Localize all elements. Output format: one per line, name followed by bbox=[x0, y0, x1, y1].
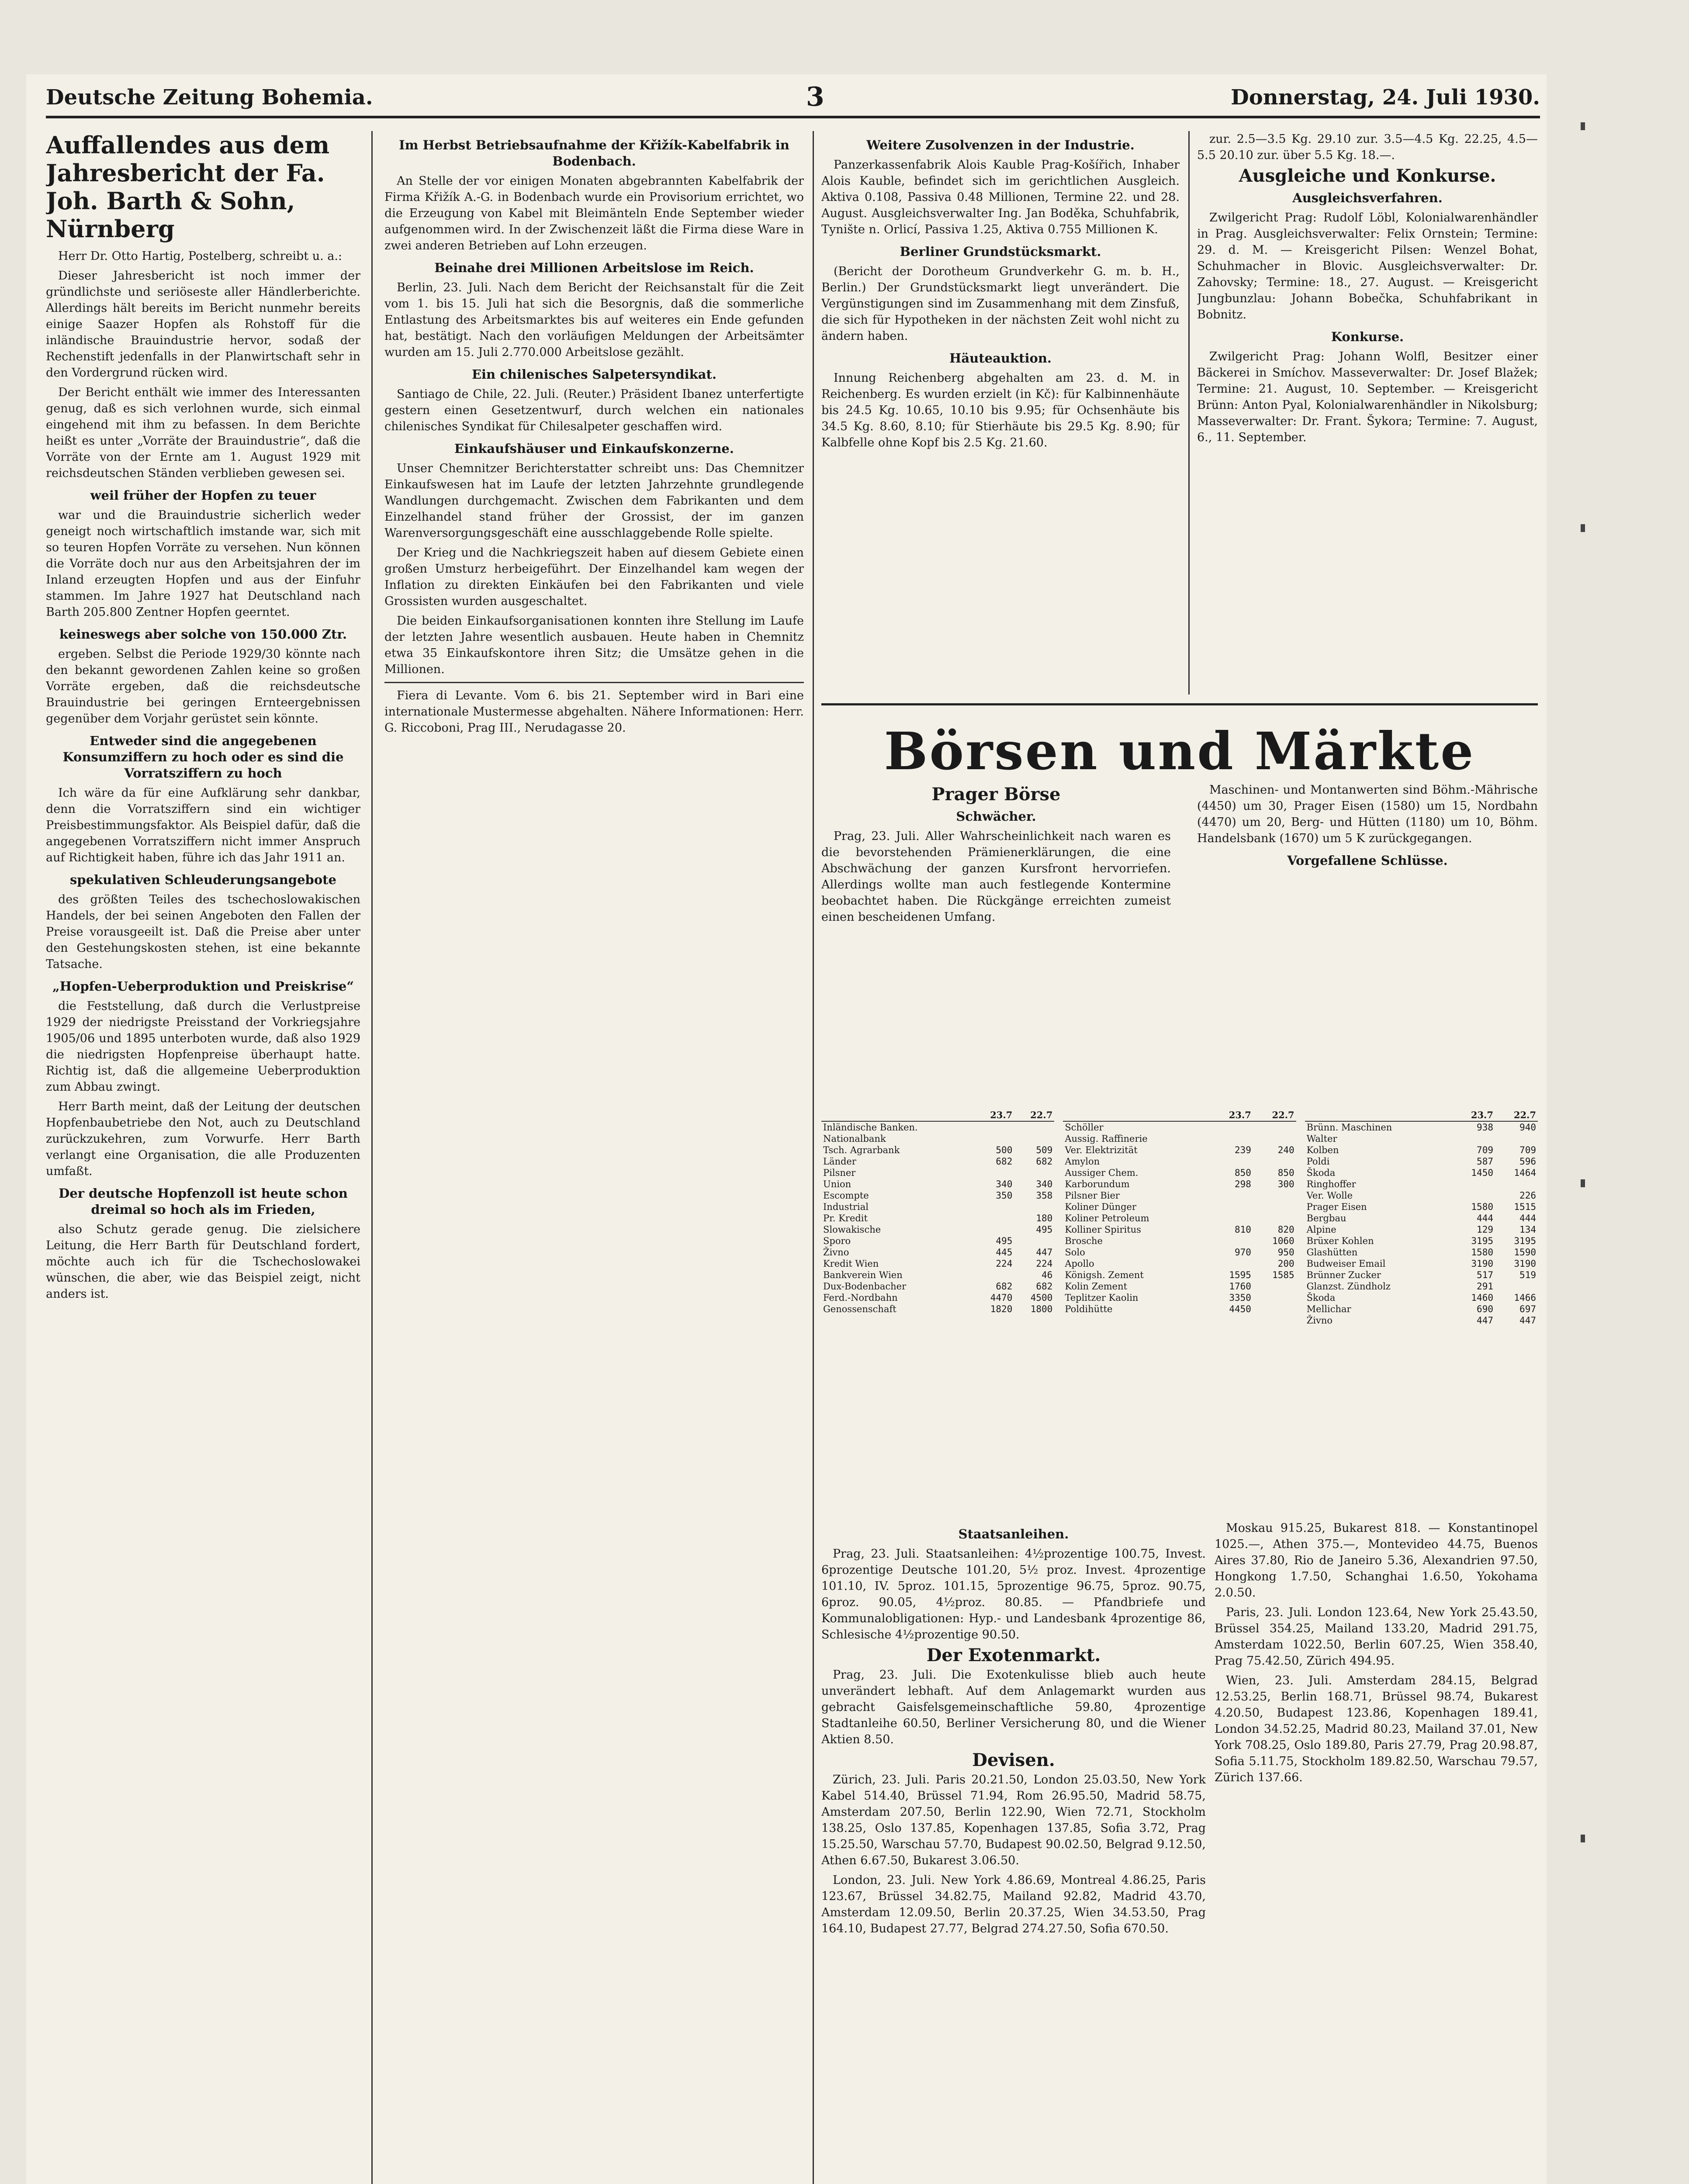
quote-value: 3195 bbox=[1471, 1236, 1493, 1246]
quote-value bbox=[1014, 1201, 1054, 1213]
quote-value: 810 bbox=[1234, 1224, 1251, 1235]
column-rule bbox=[371, 131, 373, 2184]
security-name: Pr. Kredit bbox=[823, 1213, 868, 1223]
security-name: Teplitzer Kaolin bbox=[1065, 1292, 1139, 1303]
subheading: Vorgefallene Schlüsse. bbox=[1287, 853, 1448, 868]
quote-value bbox=[1210, 1121, 1253, 1133]
security-name: Genossenschaft bbox=[823, 1304, 896, 1314]
quote-value bbox=[1253, 1156, 1296, 1167]
quote-value: 519 bbox=[1519, 1270, 1536, 1280]
paragraph: Panzerkassenfabrik Alois Kauble Prag-Košířich, Inhaber Alois Kauble, befindet sich im gerichtlichen Ausgleich. Aktiva 0.108, Passiva 0.48 Millionen, Termine 22. und 28. August. Ausgleichsverwalter Ing. Jan Boděka, Schuhfabrik, Tynište n. Orlicí, Passiva 1.25, Aktiva 0.755 Millionen K. bbox=[821, 158, 1180, 236]
paragraph: Prag, 23. Juli. Staatsanleihen: 4½prozentige 100.75, Invest. 6prozentige Deutsche 101.20, 5½ proz. Invest. 4prozentige 101.10, IV. 5proz. 101.15, 5prozentige 96.75, 5proz. 90.75, 6proz. 90.05, 4½proz. 80.85. — Pfandbriefe und Kommunalobligationen: Hyp.- und Landesbank 4prozentige 86, Schlesische 4½prozentige 90.50. bbox=[821, 1547, 1206, 1641]
security-name: Nationalbank bbox=[823, 1133, 886, 1144]
security-name: Brosche bbox=[1065, 1236, 1103, 1246]
security-name: Bergbau bbox=[1306, 1213, 1346, 1223]
table-row bbox=[821, 1133, 1054, 1144]
quote-value: 1800 bbox=[1030, 1304, 1053, 1314]
quote-value: 495 bbox=[1036, 1224, 1053, 1235]
byline: Herr Dr. Otto Hartig, Postelberg, schreibt u. a.: bbox=[58, 249, 343, 263]
table-row bbox=[821, 1292, 1054, 1303]
quote-value: 224 bbox=[1036, 1258, 1053, 1269]
table-row bbox=[1305, 1190, 1538, 1201]
paragraph: Moskau 915.25, Bukarest 818. — Konstantinopel 1025.—, Athen 375.—, Montevideo 44.75, Buenos Aires 37.80, Rio de Janeiro 5.36, Alexandrien 97.50, Hongkong 1.7.50, Schanghai 1.6.50, Yokohama 2.0.50. bbox=[1215, 1521, 1538, 1600]
quote-value: 1450 bbox=[1471, 1168, 1493, 1178]
section-title: Ausgleiche und Konkurse. bbox=[1239, 166, 1496, 186]
table-row bbox=[821, 1269, 1054, 1281]
quote-value bbox=[974, 1121, 1014, 1133]
paragraph: Herr Barth meint, daß der Leitung der deutschen Hopfenbaubetriebe den Not, auch zu Deutschland zurückzukehren, zum Vorwurfe. Herr Barth verlangt eine Organisation, die alle Produzenten umfaßt. bbox=[46, 1100, 360, 1178]
issue-date: Donnerstag, 24. Juli 1930. bbox=[1231, 85, 1540, 110]
paragraph: Zwilgericht Prag: Johann Wolfl, Besitzer einer Bäckerei in Smíchov. Masseverwalter: Dr. Josef Blažek; Termine: 21. August, 10. September. — Kreisgericht Brünn: Anton Pyal, Kolonialwarenhändler in Nikolsburg; Masseverwalter: Dr. Frant. Šykora; Termine: 7. August, 6., 11. September. bbox=[1197, 350, 1538, 444]
quote-value bbox=[1210, 1201, 1253, 1213]
quote-value: 517 bbox=[1477, 1270, 1493, 1280]
security-name: Königsh. Zement bbox=[1065, 1270, 1144, 1280]
table-row bbox=[1063, 1235, 1296, 1247]
quote-value: 1515 bbox=[1514, 1202, 1536, 1212]
subheading: Einkaufshäuser und Einkaufskonzerne. bbox=[454, 441, 734, 456]
subheading: „Hopfen-Ueberproduktion und Preiskrise“ bbox=[52, 979, 354, 994]
paragraph: (Bericht der Dorotheum Grundverkehr G. m. b. H., Berlin.) Der Grundstücksmarkt liegt unverändert. Die Vergünstigungen sind im Zusammenhang mit dem Zinsfuß, die sich für Hypotheken in der nächsten Zeit wohl nicht zu ändern haben. bbox=[821, 265, 1180, 343]
paragraph: war und die Brauindustrie sicherlich weder geneigt noch wirtschaftlich imstande war, sich mit so teuren Hopfen Vorräte zu versehen. Nun können die Vorräte doch nur aus den Arbeitsjahren der im Inland erzeugten Hopfen und aus der Einfuhr stammen. Im Jahre 1927 hat Deutschland nach Barth 205.800 Zentner Hopfen geerntet. bbox=[46, 508, 360, 619]
paragraph: An Stelle der vor einigen Monaten abgebrannten Kabelfabrik der Firma Křižík A.-G. in Bodenbach wurde ein Provisorium errichtet, wo die Erzeugung von Kabel mit Bleimänteln Ende September wieder aufgenommen wird. In der Zwischenzeit läßt die Firma diese Ware in zwei anderen Betrieben auf Lohn erzeugen. bbox=[384, 174, 804, 252]
quote-value bbox=[1210, 1258, 1253, 1269]
section-title: Der Exotenmarkt. bbox=[926, 1645, 1101, 1666]
security-name: Brüxer Kohlen bbox=[1306, 1236, 1374, 1246]
security-name: Union bbox=[823, 1179, 851, 1189]
paragraph: Fiera di Levante. Vom 6. bis 21. September wird in Bari eine internationale Mustermesse abgehalten. Nähere Informationen: Herr. G. Riccoboni, Prag III., Nerudagasse 20. bbox=[384, 689, 804, 735]
table-row bbox=[1305, 1235, 1538, 1247]
table-row bbox=[1063, 1133, 1296, 1144]
quote-value bbox=[1495, 1178, 1538, 1190]
paragraph: Unser Chemnitzer Berichterstatter schreibt uns: Das Chemnitzer Einkaufswesen hat im Laufe der letzten Jahrzehnte grundlegende Wandlungen durchgemacht. Zwischen dem Fabrikanten und dem Einzelhandel stand früher der Grossist, der im ganzen Warenversorgungsgeschäft eine ausschlaggebende Rolle spielte. bbox=[384, 462, 804, 540]
subheading: Berliner Grundstücksmarkt. bbox=[900, 244, 1101, 259]
subheading: Entweder sind die angegebenen Konsumziffern zu hoch oder es sind die Vorratsziffern zu hoch bbox=[62, 733, 344, 781]
quote-value: 340 bbox=[1036, 1179, 1053, 1189]
quote-value: 940 bbox=[1519, 1122, 1536, 1133]
quote-value bbox=[1210, 1213, 1253, 1224]
quote-table-machinery bbox=[1305, 1109, 1538, 1326]
subheading: Beinahe drei Millionen Arbeitslose im Reich. bbox=[434, 260, 754, 275]
security-name: Ver. Elektrizität bbox=[1065, 1145, 1138, 1155]
column-rule bbox=[813, 131, 814, 2184]
table-row bbox=[821, 1156, 1054, 1167]
table-row bbox=[1305, 1303, 1538, 1315]
security-name: Aussiger Chem. bbox=[1065, 1168, 1139, 1178]
scan-mark bbox=[1581, 524, 1585, 532]
page-header bbox=[46, 82, 1540, 118]
security-name: Apollo bbox=[1065, 1258, 1094, 1269]
table-row bbox=[1063, 1247, 1296, 1258]
table-row bbox=[821, 1190, 1054, 1201]
quote-value bbox=[974, 1269, 1014, 1281]
paragraph: Dieser Jahresbericht ist noch immer der gründlichste und seriöseste aller Händlerberichte. Allerdings hält bereits im Bericht nunmehr bereits einige Saazer Hopfen als Rohstoff für die inländische Brauindustrie hervor, sodaß der Rechenstift jedenfalls in der Planwirtschaft sehr in den Vordergrund rücken wird. bbox=[46, 269, 360, 380]
security-name: Ferd.-Nordbahn bbox=[823, 1292, 898, 1303]
security-name: Kolin Zement bbox=[1065, 1281, 1128, 1292]
table: 23.7 22.7 Brünn. Maschinen 938 940 Walter Kolben 709 709 Poldi 587 596 Škoda 1450 1464 Ringhoffer Ver. Wolle 226 Prager Eisen 1580 1515 Bergbau 444 444 Alpine 129 134 Brüxer Kohlen 3195 3195 Glashütten 1580 1590 Budweiser Email 3190 3190 Brünner Zucker 517 519 Glanzst. Zündholz 291 Škoda 1460 1466 Mellichar 690 697 Živno 447 447 bbox=[1305, 1109, 1538, 1326]
table-row bbox=[1305, 1292, 1538, 1303]
subheading: Der deutsche Hopfenzoll ist heute schon dreimal so hoch als im Frieden, bbox=[59, 1186, 348, 1217]
security-name: Živno bbox=[1306, 1315, 1333, 1326]
security-name: Koliner Petroleum bbox=[1065, 1213, 1149, 1223]
table-row bbox=[821, 1235, 1054, 1247]
security-name: Glanzst. Zündholz bbox=[1306, 1281, 1391, 1292]
subheading: Schwächer. bbox=[956, 809, 1036, 824]
security-name: Budweiser Email bbox=[1306, 1258, 1386, 1269]
quote-value: 587 bbox=[1477, 1156, 1493, 1167]
subheading: Ein chilenisches Salpetersyndikat. bbox=[471, 367, 717, 382]
security-name: Ver. Wolle bbox=[1306, 1190, 1353, 1201]
paragraph: Zürich, 23. Juli. Paris 20.21.50, London 25.03.50, New York Kabel 514.40, Brüssel 71.94, Rom 26.95.50, Madrid 58.75, Amsterdam 207.50, Berlin 122.90, Wien 72.71, Stockholm 138.25, Oslo 137.85, Kopenhagen 137.85, Sofia 3.72, Prag 15.25.50, Warschau 57.70, Budapest 90.02.50, Belgrad 9.12.50, Athen 6.67.50, Bukarest 3.06.50. bbox=[821, 1773, 1206, 1867]
paragraph: Santiago de Chile, 22. Juli. (Reuter.) Präsident Ibanez unterfertigte gestern einen Gesetzentwurf, durch welchen ein nationales chilenisches Syndikat für Chilesalpeter geschaffen wird. bbox=[384, 387, 804, 433]
table-row bbox=[1063, 1303, 1296, 1315]
table-row bbox=[1305, 1315, 1538, 1326]
quote-value bbox=[1014, 1167, 1054, 1178]
table-row bbox=[1305, 1201, 1538, 1213]
security-name: Pilsner bbox=[823, 1168, 856, 1178]
table-row bbox=[821, 1247, 1054, 1258]
quote-value: 1595 bbox=[1229, 1270, 1251, 1280]
quote-value bbox=[1014, 1121, 1054, 1133]
paragraph: London, 23. Juli. New York 4.86.69, Montreal 4.86.25, Paris 123.67, Brüssel 34.82.75, Mailand 92.82, Madrid 43.70, Amsterdam 12.09.50, Berlin 20.37.25, Wien 34.53.50, Prag 164.10, Budapest 27.77, Belgrad 274.27.50, Sofia 670.50. bbox=[821, 1873, 1206, 1935]
prague-exchange-text bbox=[821, 782, 1171, 1096]
lower-right bbox=[1215, 1520, 1538, 1789]
table-row bbox=[1305, 1269, 1538, 1281]
quote-value: 682 bbox=[1036, 1156, 1053, 1167]
security-name: Alpine bbox=[1306, 1224, 1336, 1235]
paragraph: Maschinen- und Montanwerten sind Böhm.-Mährische (4450) um 30, Prager Eisen (1580) um 15, Nordbahn (4470) um 20, Berg- und Hütten (1180) um 10, Böhm. Handelsbank (1670) um 5 K zurückgegangen. bbox=[1197, 783, 1538, 845]
security-name: Länder bbox=[823, 1156, 856, 1167]
table-row bbox=[821, 1281, 1054, 1292]
quote-value: 226 bbox=[1519, 1190, 1536, 1201]
scan-mark bbox=[1581, 1835, 1585, 1842]
headline: Auffallendes aus dem Jahresbericht der Fa. Joh. Barth & Sohn, Nürnberg bbox=[46, 131, 330, 243]
paragraph: zur. 2.5—3.5 Kg. 29.10 zur. 3.5—4.5 Kg. 22.25, 4.5—5.5 20.10 zur. über 5.5 Kg. 18.—. bbox=[1197, 132, 1538, 162]
table-row bbox=[1063, 1292, 1296, 1303]
quote-value bbox=[1210, 1235, 1253, 1247]
quote-value: 850 bbox=[1277, 1168, 1294, 1178]
column-2 bbox=[384, 131, 804, 2184]
security-name: Živno bbox=[823, 1247, 849, 1258]
quote-value: 358 bbox=[1036, 1190, 1053, 1201]
quote-value: 3350 bbox=[1229, 1292, 1251, 1303]
security-name: Aussig. Raffinerie bbox=[1065, 1133, 1148, 1144]
quote-value: 3190 bbox=[1471, 1258, 1493, 1269]
table-row bbox=[1063, 1258, 1296, 1269]
quote-value: 239 bbox=[1234, 1145, 1251, 1155]
table-row bbox=[1063, 1213, 1296, 1224]
quote-value: 690 bbox=[1477, 1304, 1493, 1314]
security-name: Kredit Wien bbox=[823, 1258, 879, 1269]
security-name: Industrial bbox=[823, 1202, 869, 1212]
table-row bbox=[1305, 1224, 1538, 1235]
quote-value: 1585 bbox=[1272, 1270, 1294, 1280]
security-name: Prager Eisen bbox=[1306, 1202, 1367, 1212]
table-row bbox=[1305, 1281, 1538, 1292]
table-row bbox=[821, 1201, 1054, 1213]
paragraph: Innung Reichenberg abgehalten am 23. d. M. in Reichenberg. Es wurden erzielt (in Kč): für Kalbinnenhäute bis 24.5 Kg. 10.65, 10.10 bis 9.95; für Ochsenhäute bis 34.5 Kg. 8.60, 8.10; für Stierhäute bis 29.5 Kg. 8.90; für Kalbfelle ohne Kopf bis 2.5 Kg. 21.60. bbox=[821, 371, 1180, 449]
quote-table-industry bbox=[1063, 1109, 1296, 1326]
table-row bbox=[1063, 1201, 1296, 1213]
security-name: Solo bbox=[1065, 1247, 1085, 1258]
quote-value bbox=[1210, 1156, 1253, 1167]
quote-value: 180 bbox=[1036, 1213, 1053, 1223]
paragraph: Paris, 23. Juli. London 123.64, New York 25.43.50, Brüssel 354.25, Mailand 133.20, Madrid 291.75, Amsterdam 1022.50, Berlin 607.25, Wien 358.40, Prag 75.42.50, Zürich 494.95. bbox=[1215, 1606, 1538, 1668]
security-name: Escompte bbox=[823, 1190, 869, 1201]
subheading: Staatsanleihen. bbox=[958, 1527, 1069, 1541]
newspaper-name: Deutsche Zeitung Bohemia. bbox=[46, 85, 373, 110]
table-row bbox=[1063, 1178, 1296, 1190]
quote-value: 682 bbox=[1036, 1281, 1053, 1292]
quote-value bbox=[974, 1201, 1014, 1213]
table-row bbox=[1063, 1190, 1296, 1201]
quote-value bbox=[1253, 1303, 1296, 1315]
security-name: Škoda bbox=[1306, 1168, 1336, 1178]
security-name: Karborundum bbox=[1065, 1179, 1130, 1189]
section-title: Devisen. bbox=[972, 1750, 1055, 1770]
column-1 bbox=[46, 131, 360, 2184]
quote-value bbox=[1210, 1133, 1253, 1144]
quote-value: 1466 bbox=[1514, 1292, 1536, 1303]
quote-value: 820 bbox=[1277, 1224, 1294, 1235]
security-name: Amylon bbox=[1065, 1156, 1100, 1167]
quote-value: 447 bbox=[1519, 1315, 1536, 1326]
markets-rule bbox=[821, 703, 1538, 705]
security-name: Škoda bbox=[1306, 1292, 1336, 1303]
column-4 bbox=[1197, 131, 1538, 695]
quote-value: 300 bbox=[1277, 1179, 1294, 1189]
quote-value bbox=[974, 1133, 1014, 1144]
quote-value: 495 bbox=[996, 1236, 1013, 1246]
quote-value bbox=[1014, 1133, 1054, 1144]
table-row bbox=[821, 1178, 1054, 1190]
subheading: Häuteauktion. bbox=[949, 351, 1052, 366]
table-row bbox=[821, 1213, 1054, 1224]
quote-value: 4450 bbox=[1229, 1304, 1251, 1314]
security-name: Mellichar bbox=[1306, 1304, 1351, 1314]
quote-value: 3195 bbox=[1514, 1236, 1536, 1246]
table-row bbox=[821, 1144, 1054, 1156]
subheading: keineswegs aber solche von 150.000 Ztr. bbox=[59, 627, 347, 642]
quote-value: 447 bbox=[1477, 1315, 1493, 1326]
quote-value: 682 bbox=[996, 1281, 1013, 1292]
quote-value: 1580 bbox=[1471, 1247, 1493, 1258]
quote-value: 240 bbox=[1277, 1145, 1294, 1155]
security-name: Ringhoffer bbox=[1306, 1179, 1356, 1189]
security-name: Koliner Dünger bbox=[1065, 1202, 1136, 1212]
paragraph: die Feststellung, daß durch die Verlustpreise 1929 der niedrigste Preisstand der Vorkriegsjahre 1905/06 und 1895 unterboten wurde, daß also 1929 die niedrigsten Hopfenpreise überhaupt hatte. Richtig ist, daß die allgemeine Ueberproduktion zum Abbau zwingt. bbox=[46, 999, 360, 1094]
quote-value bbox=[974, 1213, 1014, 1224]
quote-value bbox=[1452, 1190, 1495, 1201]
table: 23.7 22.7 Inländische Banken. Nationalbank Tsch. Agrarbank 500 509 Länder 682 682 Pilsner Union 340 340 Escompte 350 358 Industrial Pr. Kredit 180 Slowakische 495 Sporo 495 Živno 445 447 Kredit Wien 224 224 Bankverein Wien 46 Dux-Bodenbacher 682 682 Ferd.-Nordbahn 4470 4500 Genossenschaft 1820 1800 bbox=[821, 1109, 1054, 1315]
security-name: Schöller bbox=[1065, 1122, 1104, 1133]
quote-value bbox=[1014, 1235, 1054, 1247]
quote-value: 1590 bbox=[1514, 1247, 1536, 1258]
quote-value: 1820 bbox=[990, 1304, 1013, 1314]
paragraph: ergeben. Selbst die Periode 1929/30 könnte nach den bekannt gewordenen Zahlen keine so großen Vorräte ergeben, daß die reichsdeutsche Brauindustrie bei geringen Ernteergebnissen gegenüber dem Vorjahr gerüstet sein könnte. bbox=[46, 647, 360, 726]
security-name: Sporo bbox=[823, 1236, 851, 1246]
quote-table-banks bbox=[821, 1109, 1054, 1326]
quote-value: 1464 bbox=[1514, 1168, 1536, 1178]
quote-value bbox=[1253, 1121, 1296, 1133]
paragraph: also Schutz gerade genug. Die zielsichere Leitung, die Herr Barth für Deutschland fordert, möchte auch ich für die Tschechoslowakei wünschen, die aber, wie das Beispiel zeigt, nicht anders ist. bbox=[46, 1223, 360, 1301]
quote-value bbox=[1253, 1201, 1296, 1213]
paragraph: Wien, 23. Juli. Amsterdam 284.15, Belgrad 12.53.25, Berlin 168.71, Brüssel 98.74, Bukarest 4.20.50, Budapest 123.86, Kopenhagen 189.41, London 34.52.25, Madrid 80.23, Mailand 37.01, New York 708.25, Oslo 189.80, Paris 27.79, Prag 20.98.87, Sofia 5.11.75, Stockholm 189.82.50, Warschau 79.57, Zürich 137.66. bbox=[1215, 1674, 1538, 1784]
security-name: Inländische Banken. bbox=[823, 1122, 918, 1133]
table-row bbox=[1063, 1224, 1296, 1235]
quote-value: 445 bbox=[996, 1247, 1013, 1258]
quote-tables bbox=[821, 1109, 1538, 1326]
table-row bbox=[1305, 1167, 1538, 1178]
table-row bbox=[821, 1258, 1054, 1269]
security-name: Tsch. Agrarbank bbox=[823, 1145, 900, 1155]
quote-value bbox=[1253, 1213, 1296, 1224]
quote-value: 1580 bbox=[1471, 1202, 1493, 1212]
markets-title: Börsen und Märkte bbox=[884, 721, 1475, 781]
quote-value bbox=[1210, 1190, 1253, 1201]
scan-mark bbox=[1581, 122, 1585, 130]
table-row bbox=[821, 1303, 1054, 1315]
security-name: Slowakische bbox=[823, 1224, 881, 1235]
subheading: Ausgleichsverfahren. bbox=[1292, 190, 1443, 205]
table-row bbox=[1305, 1213, 1538, 1224]
quote-value: 200 bbox=[1277, 1258, 1294, 1269]
quote-value: 1460 bbox=[1471, 1292, 1493, 1303]
table-row bbox=[1063, 1144, 1296, 1156]
quote-value: 444 bbox=[1477, 1213, 1493, 1223]
quote-value: 3190 bbox=[1514, 1258, 1536, 1269]
paragraph: Prag, 23. Juli. Aller Wahrscheinlichkeit nach waren es die bevorstehenden Prämienerklärungen, die eine Abschwächung der ganzen Kursfront hervorriefen. Allerdings wollte man auch festlegende Kontermine beobachtet haben. Die Rückgänge erreichten zumeist einen bescheidenen Umfang. bbox=[821, 829, 1171, 924]
quote-value: 709 bbox=[1519, 1145, 1536, 1155]
table-row bbox=[1305, 1156, 1538, 1167]
quote-value: 697 bbox=[1519, 1304, 1536, 1314]
lower-left bbox=[821, 1520, 1206, 1940]
paragraph: Berlin, 23. Juli. Nach dem Bericht der Reichsanstalt für die Zeit vom 1. bis 15. Juli hat sich die Besorgnis, daß die sommerliche Entlastung des Arbeitsmarktes bis auf weiteres ein Ende gefunden hat, bestätigt. Nach den vorläufigen Meldungen der Arbeitsämter wurden am 15. Juli 2.770.000 Arbeitslose gezählt. bbox=[384, 281, 804, 359]
paragraph: Prag, 23. Juli. Die Exotenkulisse blieb auch heute unverändert lebhaft. Auf dem Anlagemarkt wurden aus gebracht Gaisfelsgemeinschaftliche 59.80, 4prozentige Stadtanleihe 60.50, Berliner Versicherung 80, und die Wiener Aktien 8.50. bbox=[821, 1668, 1206, 1746]
quote-value: 134 bbox=[1519, 1224, 1536, 1235]
paragraph: Zwilgericht Prag: Rudolf Löbl, Kolonialwarenhändler in Prag. Ausgleichsverwalter: Felix Ornstein; Termine: 29. d. M. — Kreisgericht Pilsen: Wenzel Bohat, Schuhmacher in Blovic. Ausgleichsverwalter: Dr. Zahovsky; Termine: 18., 27. August. — Kreisgericht Jungbunzlau: Johann Bobečka, Schuhfabrikant in Bobnitz. bbox=[1197, 211, 1538, 321]
quote-value bbox=[974, 1224, 1014, 1235]
quote-value: 950 bbox=[1277, 1247, 1294, 1258]
quote-value bbox=[1253, 1133, 1296, 1144]
quote-value: 4470 bbox=[990, 1292, 1013, 1303]
quote-value: 129 bbox=[1477, 1224, 1493, 1235]
subheading: spekulativen Schleuderungsangebote bbox=[69, 872, 337, 887]
table-row bbox=[1063, 1281, 1296, 1292]
quote-value: 350 bbox=[996, 1190, 1013, 1201]
security-name: Kolliner Spiritus bbox=[1065, 1224, 1141, 1235]
quote-value: 224 bbox=[996, 1258, 1013, 1269]
column-rule bbox=[1188, 131, 1190, 695]
quote-value bbox=[1452, 1178, 1495, 1190]
prague-exchange-text-2 bbox=[1197, 782, 1538, 1096]
paragraph: Die beiden Einkaufsorganisationen konnten ihre Stellung im Laufe der letzten Jahre wesentlich ausbauen. Heute haben in Chemnitz etwa 35 Einkaufskontore ihren Sitz; die Umsätze gehen in die Millionen. bbox=[384, 614, 804, 676]
table-row bbox=[1063, 1269, 1296, 1281]
quote-value: 1760 bbox=[1229, 1281, 1251, 1292]
quote-value: 1060 bbox=[1272, 1236, 1294, 1246]
quote-value: 938 bbox=[1477, 1122, 1493, 1133]
paragraph: des größten Teiles des tschechoslowakischen Handels, der bei seinen Angeboten den Fallen der Preise vorausgeeilt ist. Daß die Preise aber unter den Gestehungskosten stehen, ist eine bekannte Tatsache. bbox=[46, 893, 360, 971]
table-row bbox=[821, 1121, 1054, 1133]
quote-value: 682 bbox=[996, 1156, 1013, 1167]
quote-value bbox=[1253, 1292, 1296, 1303]
table-row bbox=[1305, 1121, 1538, 1133]
section-title: Prager Börse bbox=[931, 784, 1061, 805]
divider bbox=[384, 682, 804, 683]
security-name: Poldihütte bbox=[1065, 1304, 1113, 1314]
quote-value bbox=[1495, 1133, 1538, 1144]
paragraph: Der Bericht enthält wie immer des Interessanten genug, daß es sich verlohnen wurde, sich einmal eingehend mit ihm zu befassen. In dem Berichte heißt es unter „Vorräte der Brauindustrie“, daß die Vorräte von der Ernte am 1. August 1929 mit reichsdeutschen Ständen verblieben gewesen sei. bbox=[46, 386, 360, 480]
quote-value: 4500 bbox=[1030, 1292, 1053, 1303]
paragraph: Der Krieg und die Nachkriegszeit haben auf diesem Gebiete einen großen Umsturz herbeigeführt. Der Einzelhandel kam wegen der Inflation zu direkten Einkäufen bei den Fabrikanten und viele Grossisten wurden ausgeschaltet. bbox=[384, 546, 804, 608]
quote-value bbox=[1495, 1281, 1538, 1292]
quote-value: 509 bbox=[1036, 1145, 1053, 1155]
security-name: Dux-Bodenbacher bbox=[823, 1281, 907, 1292]
table-row bbox=[1305, 1133, 1538, 1144]
column-3 bbox=[821, 131, 1180, 695]
subheading: Konkurse. bbox=[1331, 329, 1404, 344]
quote-value: 709 bbox=[1477, 1145, 1493, 1155]
table-row bbox=[1063, 1121, 1296, 1133]
subheading: Im Herbst Betriebsaufnahme der Křižík-Kabelfabrik in Bodenbach. bbox=[399, 138, 789, 169]
security-name: Glashütten bbox=[1306, 1247, 1358, 1258]
table-row bbox=[1063, 1156, 1296, 1167]
table-row bbox=[1063, 1167, 1296, 1178]
table: 23.7 22.7 Schöller Aussig. Raffinerie Ver. Elektrizität 239 240 Amylon Aussiger Chem. 850 850 Karborundum 298 300 Pilsner Bier Koliner Dünger Koliner Petroleum Kolliner Spiritus 810 820 Brosche 1060 Solo 970 950 Apollo 200 Königsh. Zement 1595 1585 Kolin Zement 1760 Teplitzer Kaolin 3350 Poldihütte 4450 bbox=[1063, 1109, 1296, 1315]
security-name: Walter bbox=[1306, 1133, 1337, 1144]
quote-value: 291 bbox=[1477, 1281, 1493, 1292]
table-row bbox=[821, 1167, 1054, 1178]
security-name: Poldi bbox=[1306, 1156, 1330, 1167]
quote-value bbox=[1452, 1133, 1495, 1144]
paragraph: Ich wäre da für eine Aufklärung sehr dankbar, denn die Vorratsziffern sind ein wichtiger Preisbestimmungsfaktor. Als Beispiel dafür, daß die angegebenen Vorratsziffern nicht immer Anspruch auf Richtigkeit haben, führe ich das Jahr 1911 an. bbox=[46, 786, 360, 864]
table-row bbox=[821, 1224, 1054, 1235]
table-row bbox=[1305, 1247, 1538, 1258]
table-row bbox=[1305, 1258, 1538, 1269]
security-name: Kolben bbox=[1306, 1145, 1339, 1155]
security-name: Brünner Zucker bbox=[1306, 1270, 1381, 1280]
quote-value bbox=[1253, 1281, 1296, 1292]
quote-value: 500 bbox=[996, 1145, 1013, 1155]
table-row bbox=[1305, 1178, 1538, 1190]
quote-value: 298 bbox=[1234, 1179, 1251, 1189]
security-name: Pilsner Bier bbox=[1065, 1190, 1120, 1201]
security-name: Brünn. Maschinen bbox=[1306, 1122, 1392, 1133]
quote-value: 340 bbox=[996, 1179, 1013, 1189]
page-number: 3 bbox=[806, 82, 824, 112]
quote-value: 46 bbox=[1042, 1270, 1053, 1280]
quote-value: 970 bbox=[1234, 1247, 1251, 1258]
quote-value bbox=[974, 1167, 1014, 1178]
quote-value bbox=[1253, 1190, 1296, 1201]
table-row bbox=[1305, 1144, 1538, 1156]
quote-value: 850 bbox=[1234, 1168, 1251, 1178]
security-name: Bankverein Wien bbox=[823, 1270, 903, 1280]
subheading: weil früher der Hopfen zu teuer bbox=[90, 488, 316, 503]
quote-value: 447 bbox=[1036, 1247, 1053, 1258]
subheading: Weitere Zusolvenzen in der Industrie. bbox=[866, 138, 1135, 152]
quote-value: 444 bbox=[1519, 1213, 1536, 1223]
scan-mark bbox=[1581, 1179, 1585, 1187]
quote-value: 596 bbox=[1519, 1156, 1536, 1167]
